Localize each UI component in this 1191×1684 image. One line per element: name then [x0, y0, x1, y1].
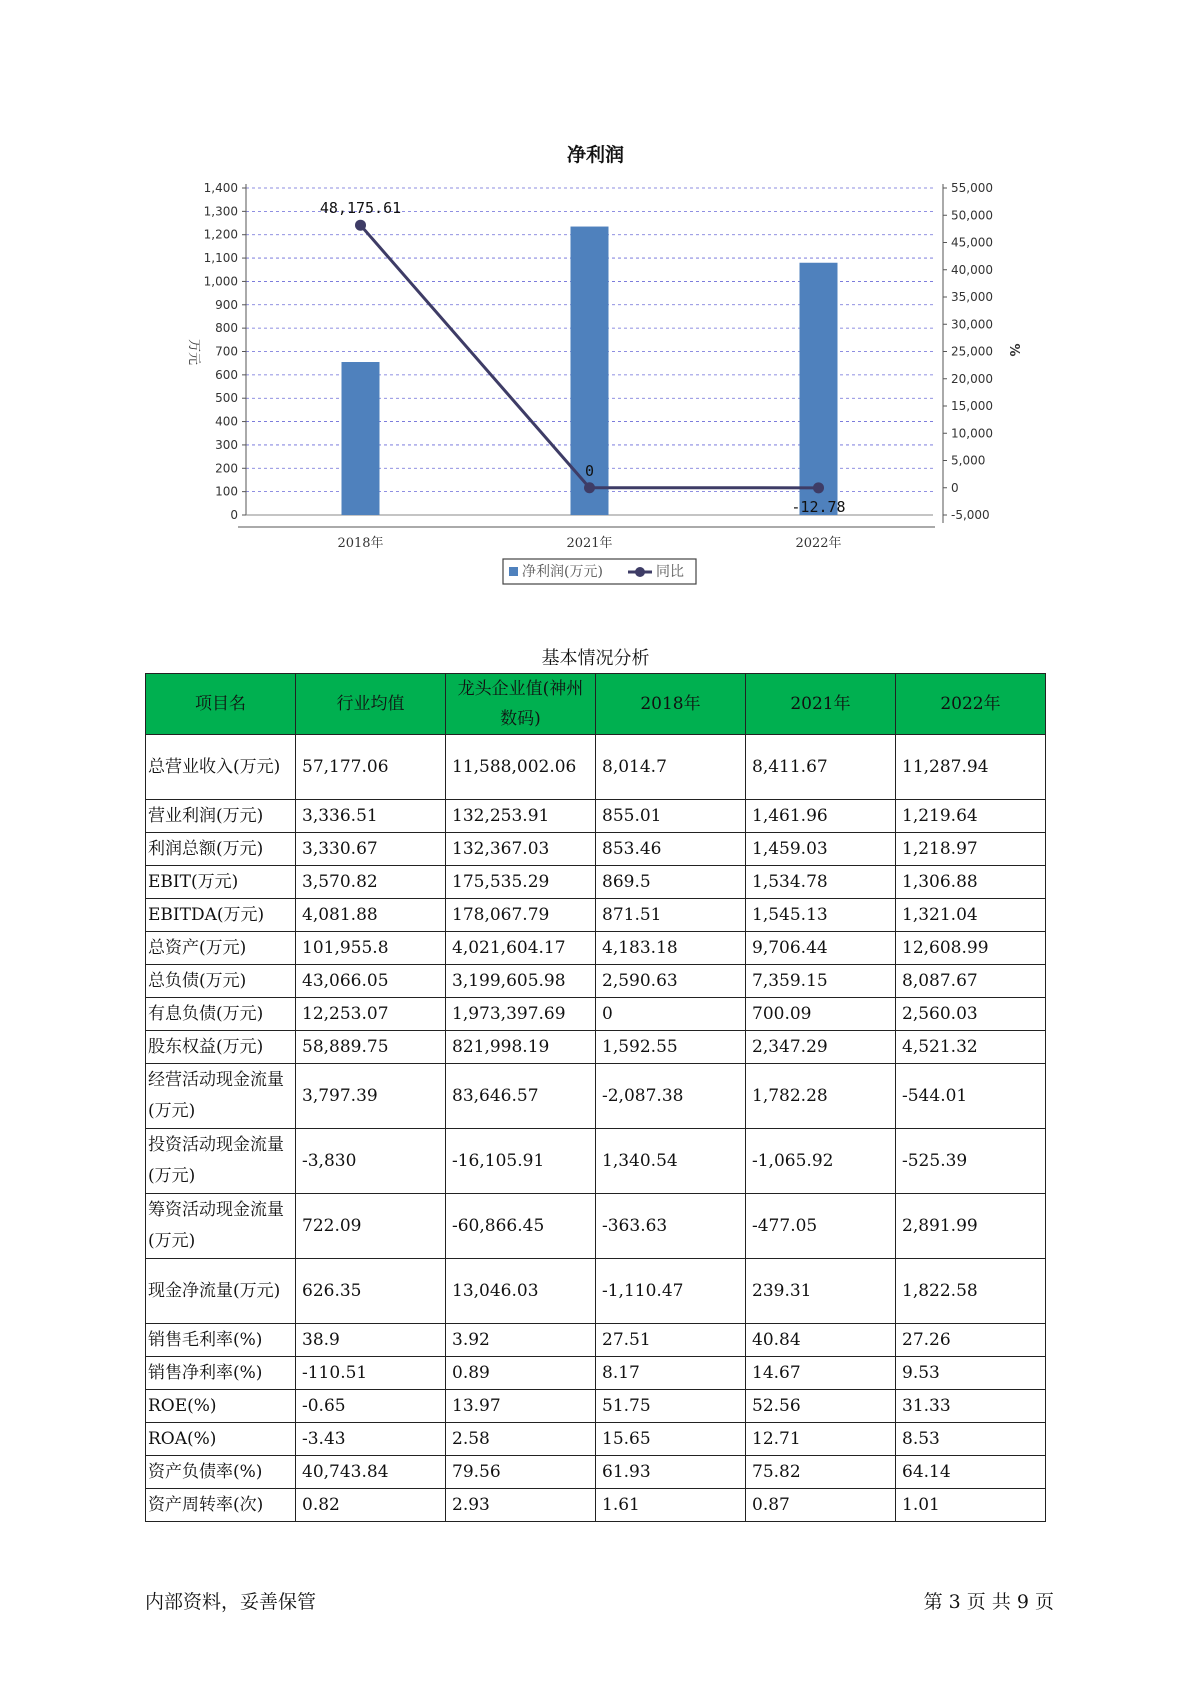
table-cell: 2.93 — [446, 1489, 596, 1522]
table-cell: -3.43 — [296, 1423, 446, 1456]
y2-tick-label: 25,000 — [951, 344, 993, 359]
table-cell: 1,782.28 — [746, 1064, 896, 1129]
y-tick-label: 0 — [230, 508, 238, 522]
page-number: 第 3 页 共 9 页 — [923, 1591, 1054, 1613]
row-label: 筹资活动现金流量(万元) — [146, 1194, 296, 1259]
chart-title: 净利润 — [566, 144, 624, 166]
table-cell: 40.84 — [746, 1324, 896, 1357]
table-row — [146, 1456, 1046, 1489]
table-cell: 2.58 — [446, 1423, 596, 1456]
table-cell: 0.89 — [446, 1357, 596, 1390]
legend-line-marker — [635, 567, 645, 577]
table-cell: 8.53 — [896, 1423, 1046, 1456]
table-cell: 1,592.55 — [596, 1031, 746, 1064]
table-cell: 1,973,397.69 — [446, 998, 596, 1031]
x-tick-label: 2021年 — [566, 536, 613, 551]
table-cell: 132,367.03 — [446, 833, 596, 866]
table-cell: 12,608.99 — [896, 932, 1046, 965]
row-label: 资产周转率(次) — [146, 1489, 296, 1522]
table-cell: -363.63 — [596, 1194, 746, 1259]
line-point — [355, 220, 366, 231]
row-label: EBITDA(万元) — [146, 899, 296, 932]
table-row — [146, 998, 1046, 1031]
table-cell: -544.01 — [896, 1064, 1046, 1129]
table-cell: 239.31 — [746, 1259, 896, 1324]
y2-tick-label: 35,000 — [951, 290, 993, 304]
table-cell: 52.56 — [746, 1390, 896, 1423]
table-cell: 1,321.04 — [896, 899, 1046, 932]
table-cell: 1,340.54 — [596, 1129, 746, 1194]
table-cell: 1,459.03 — [746, 833, 896, 866]
table-cell: -2,087.38 — [596, 1064, 746, 1129]
y-tick-label: 700 — [215, 344, 238, 359]
row-label: 利润总额(万元) — [146, 833, 296, 866]
row-label: 销售净利率(%) — [146, 1357, 296, 1390]
y2-tick-label: 55,000 — [951, 181, 993, 195]
bar — [342, 362, 380, 515]
y-tick-label: 1,000 — [203, 274, 238, 289]
table-row — [146, 1489, 1046, 1522]
table-cell: 0 — [596, 998, 746, 1031]
table-row — [146, 1031, 1046, 1064]
table-cell: -0.65 — [296, 1390, 446, 1423]
bar — [800, 263, 838, 515]
table-cell: 853.46 — [596, 833, 746, 866]
x-tick-label: 2022年 — [795, 536, 842, 551]
table-cell: 43,066.05 — [296, 965, 446, 998]
table-cell: 13.97 — [446, 1390, 596, 1423]
row-label: 投资活动现金流量(万元) — [146, 1129, 296, 1194]
row-label: 销售毛利率(%) — [146, 1324, 296, 1357]
table-cell: 3.92 — [446, 1324, 596, 1357]
table-cell: 58,889.75 — [296, 1031, 446, 1064]
table-row — [146, 800, 1046, 833]
footer-note: 内部资料，妥善保管 — [145, 1591, 317, 1613]
y-tick-label: 800 — [215, 321, 238, 336]
table-cell: 132,253.91 — [446, 800, 596, 833]
row-label: 股东权益(万元) — [146, 1031, 296, 1064]
table-cell: 11,287.94 — [896, 735, 1046, 800]
table-cell: 75.82 — [746, 1456, 896, 1489]
y-axis-label: 万元 — [186, 338, 201, 366]
row-label: ROA(%) — [146, 1423, 296, 1456]
table-cell: 871.51 — [596, 899, 746, 932]
y2-tick-label: 20,000 — [951, 371, 993, 386]
y2-tick-label: 30,000 — [951, 317, 993, 332]
table-cell: 79.56 — [446, 1456, 596, 1489]
table-cell: 1.61 — [596, 1489, 746, 1522]
row-label: 营业利润(万元) — [146, 800, 296, 833]
table-cell: 3,330.67 — [296, 833, 446, 866]
table-cell: -1,065.92 — [746, 1129, 896, 1194]
table-row — [146, 1390, 1046, 1423]
table-cell: -477.05 — [746, 1194, 896, 1259]
legend-bar-swatch — [509, 567, 518, 576]
table-cell: 626.35 — [296, 1259, 446, 1324]
table-cell: 1,306.88 — [896, 866, 1046, 899]
table-row — [146, 1194, 1046, 1259]
row-label: 有息负债(万元) — [146, 998, 296, 1031]
table-cell: 1,461.96 — [746, 800, 896, 833]
table-cell: 2,590.63 — [596, 965, 746, 998]
table-cell: 1,545.13 — [746, 899, 896, 932]
table-cell: -525.39 — [896, 1129, 1046, 1194]
table-cell: -3,830 — [296, 1129, 446, 1194]
table-cell: 2,891.99 — [896, 1194, 1046, 1259]
y-tick-label: 1,400 — [203, 181, 238, 195]
y2-tick-label: 0 — [951, 480, 959, 495]
table-cell: 4,021,604.17 — [446, 932, 596, 965]
table-cell: 3,199,605.98 — [446, 965, 596, 998]
table-cell: 8,411.67 — [746, 735, 896, 800]
table-cell: 64.14 — [896, 1456, 1046, 1489]
line-point — [813, 482, 824, 493]
table-cell: 9.53 — [896, 1357, 1046, 1390]
table-row — [146, 1324, 1046, 1357]
table-cell: 31.33 — [896, 1390, 1046, 1423]
legend-bar-label: 净利润(万元) — [522, 564, 603, 580]
table-row — [146, 735, 1046, 800]
row-label: ROE(%) — [146, 1390, 296, 1423]
y2-tick-label: 45,000 — [951, 235, 993, 250]
table-cell: 1,219.64 — [896, 800, 1046, 833]
y2-tick-label: 40,000 — [951, 262, 993, 277]
table-cell: 2,347.29 — [746, 1031, 896, 1064]
data-label: 0 — [584, 461, 595, 480]
y2-tick-label: 5,000 — [951, 453, 986, 468]
net-profit-chart — [0, 0, 1191, 600]
table-row — [146, 833, 1046, 866]
header-leader: 龙头企业值(神州数码) — [446, 674, 596, 735]
table-cell: 57,177.06 — [296, 735, 446, 800]
data-label: -12.78 — [791, 497, 846, 516]
y2-tick-label: 15,000 — [951, 399, 993, 413]
table-cell: 1,822.58 — [896, 1259, 1046, 1324]
table-cell: 2,560.03 — [896, 998, 1046, 1031]
table-cell: 4,183.18 — [596, 932, 746, 965]
table-cell: 7,359.15 — [746, 965, 896, 998]
table-cell: 12,253.07 — [296, 998, 446, 1031]
table-cell: -16,105.91 — [446, 1129, 596, 1194]
table-cell: 61.93 — [596, 1456, 746, 1489]
table-cell: 101,955.8 — [296, 932, 446, 965]
row-label: 经营活动现金流量(万元) — [146, 1064, 296, 1129]
table-cell: 11,588,002.06 — [446, 735, 596, 800]
table-cell: 13,046.03 — [446, 1259, 596, 1324]
table-cell: 1,534.78 — [746, 866, 896, 899]
data-label: 48,175.61 — [319, 199, 402, 218]
y-tick-label: 1,100 — [203, 251, 238, 266]
table-cell: 0.82 — [296, 1489, 446, 1522]
legend-line-label: 同比 — [656, 564, 684, 580]
y-tick-label: 400 — [215, 414, 238, 429]
header-2018: 2018年 — [596, 674, 746, 735]
table-cell: 821,998.19 — [446, 1031, 596, 1064]
row-label: 资产负债率(%) — [146, 1456, 296, 1489]
y-tick-label: 100 — [215, 484, 238, 499]
table-cell: 51.75 — [596, 1390, 746, 1423]
table-cell: 869.5 — [596, 866, 746, 899]
table-cell: 38.9 — [296, 1324, 446, 1357]
row-label: EBIT(万元) — [146, 866, 296, 899]
y-tick-label: 200 — [215, 461, 238, 476]
table-row — [146, 866, 1046, 899]
table-row — [146, 965, 1046, 998]
header-2022: 2022年 — [896, 674, 1046, 735]
row-label: 总负债(万元) — [146, 965, 296, 998]
table-cell: -60,866.45 — [446, 1194, 596, 1259]
table-cell: 1.01 — [896, 1489, 1046, 1522]
table-row — [146, 1423, 1046, 1456]
line-point — [584, 482, 595, 493]
y-tick-label: 300 — [215, 437, 238, 452]
table-cell: 8,014.7 — [596, 735, 746, 800]
table-cell: 178,067.79 — [446, 899, 596, 932]
table-cell: -110.51 — [296, 1357, 446, 1390]
y2-axis-label: % — [1006, 343, 1021, 357]
table-cell: 27.51 — [596, 1324, 746, 1357]
table-cell: 1,218.97 — [896, 833, 1046, 866]
table-cell: 40,743.84 — [296, 1456, 446, 1489]
table-cell: 15.65 — [596, 1423, 746, 1456]
table-header-row — [146, 674, 1046, 735]
table-cell: 27.26 — [896, 1324, 1046, 1357]
table-row — [146, 899, 1046, 932]
y2-tick-label: -5,000 — [951, 508, 990, 522]
table-cell: 14.67 — [746, 1357, 896, 1390]
table-row — [146, 1357, 1046, 1390]
table-cell: -1,110.47 — [596, 1259, 746, 1324]
row-label: 现金净流量(万元) — [146, 1259, 296, 1324]
table-cell: 3,336.51 — [296, 800, 446, 833]
y-tick-label: 1,300 — [203, 204, 238, 219]
table-cell: 3,797.39 — [296, 1064, 446, 1129]
header-2021: 2021年 — [746, 674, 896, 735]
table-row — [146, 932, 1046, 965]
table-cell: 4,081.88 — [296, 899, 446, 932]
table-cell: 855.01 — [596, 800, 746, 833]
y-tick-label: 900 — [215, 297, 238, 312]
table-cell: 8.17 — [596, 1357, 746, 1390]
y-tick-label: 500 — [215, 391, 238, 406]
row-label: 总资产(万元) — [146, 932, 296, 965]
y-tick-label: 1,200 — [203, 227, 238, 242]
y2-tick-label: 10,000 — [951, 426, 993, 441]
table-row — [146, 1259, 1046, 1324]
y-tick-label: 600 — [215, 367, 238, 382]
header-industry-avg: 行业均值 — [296, 674, 446, 735]
table-cell: 4,521.32 — [896, 1031, 1046, 1064]
table-cell: 722.09 — [296, 1194, 446, 1259]
table-cell: 700.09 — [746, 998, 896, 1031]
table-row — [146, 1064, 1046, 1129]
table-cell: 12.71 — [746, 1423, 896, 1456]
y2-tick-label: 50,000 — [951, 208, 993, 223]
table-cell: 8,087.67 — [896, 965, 1046, 998]
table-cell: 175,535.29 — [446, 866, 596, 899]
table-cell: 9,706.44 — [746, 932, 896, 965]
table-cell: 83,646.57 — [446, 1064, 596, 1129]
table-cell: 0.87 — [746, 1489, 896, 1522]
table-row — [146, 1129, 1046, 1194]
table-title: 基本情况分析 — [541, 648, 650, 669]
row-label: 总营业收入(万元) — [146, 735, 296, 800]
analysis-table — [145, 673, 1046, 1522]
x-tick-label: 2018年 — [337, 536, 384, 551]
table-cell: 3,570.82 — [296, 866, 446, 899]
header-item: 项目名 — [146, 674, 296, 735]
